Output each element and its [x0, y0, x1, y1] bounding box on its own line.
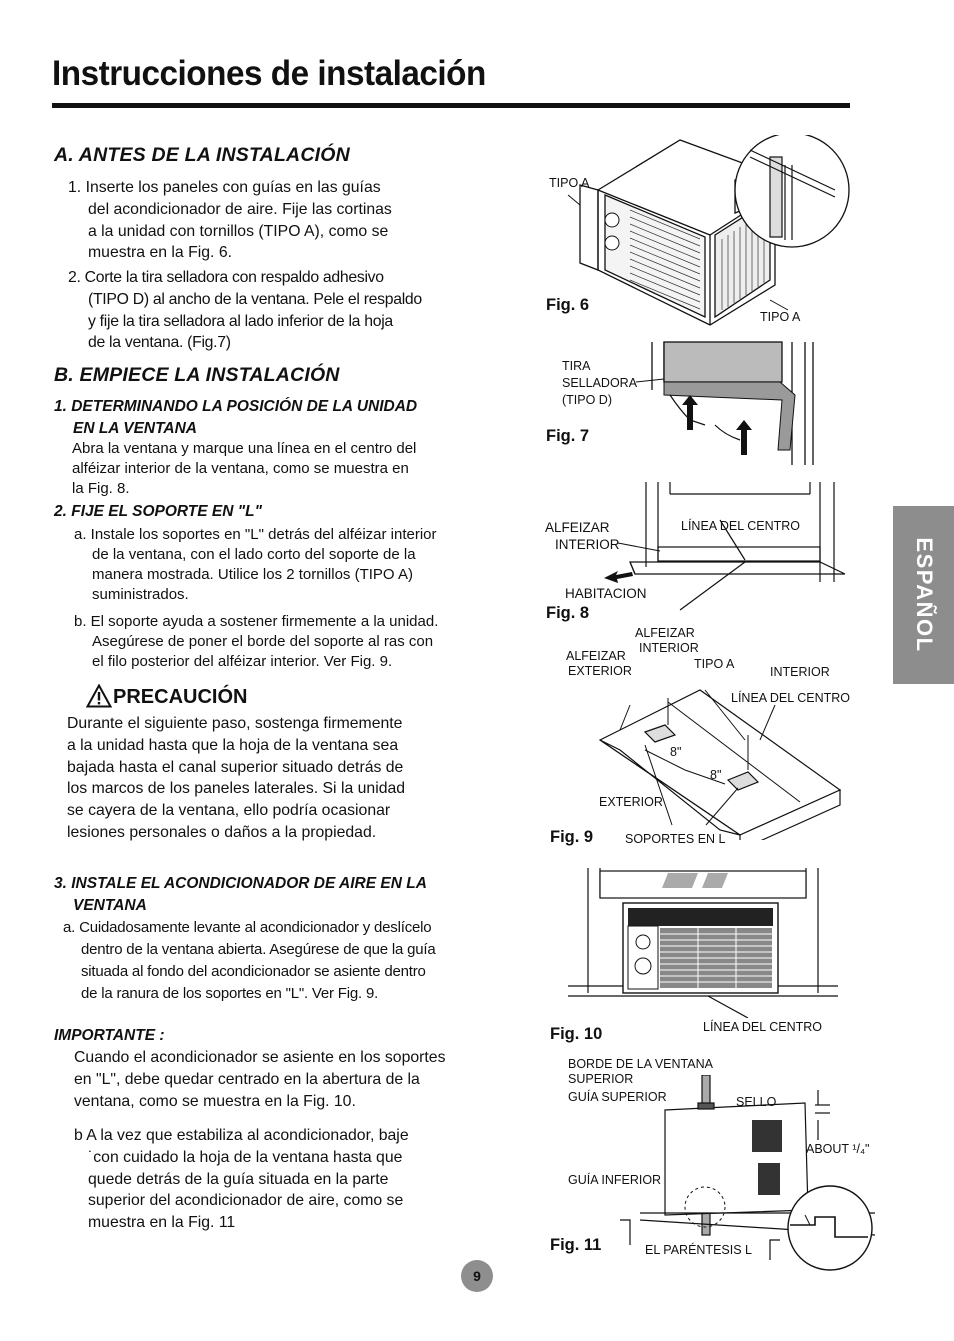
fig-11-seal-label: SELLO	[736, 1095, 777, 1109]
fig-9-outer-sill-callout	[566, 649, 632, 679]
fig-9-interior-label: INTERIOR	[770, 665, 830, 679]
sub-3-a-line: situada al fondo del acondicionador se asiente dentro	[81, 963, 426, 980]
fig-8-room-label: HABITACION	[565, 586, 647, 601]
sub-2-a-line: de la ventana, con el lado corto del soporte de la	[92, 546, 416, 563]
caution-heading: PRECAUCIÓN	[113, 686, 248, 708]
section-a-step-2	[68, 267, 422, 354]
page-title: Instrucciones de instalación	[52, 54, 486, 93]
fig-7-strip-line: (TIPO D)	[562, 393, 612, 407]
fig-8-center-line-label: LÍNEA DEL CENTRO	[681, 519, 801, 533]
caution-text	[67, 713, 405, 844]
fig-11-bracket-label: EL PARÉNTESIS L	[645, 1243, 752, 1257]
fig-11-window-edge-callout	[568, 1057, 713, 1087]
caution-line: lesiones personales o daños a la propiedad.	[67, 823, 377, 841]
sub-2-b-line: Asegúrese de poner el borde del soporte al ras con	[92, 633, 434, 650]
sub-3-b-line: muestra en la Fig. 11	[88, 1214, 236, 1232]
fig-7-strip-line: TIRA	[562, 359, 591, 373]
fig-6-tipo-a-left: TIPO A	[549, 176, 590, 190]
fig-11-about-label: ABOUT ¹/₄"	[806, 1142, 870, 1156]
sub-3-b-line: superior del acondicionador de aire, como se	[88, 1192, 404, 1210]
fig-8-sill-line: INTERIOR	[555, 537, 620, 552]
caution-line: a la unidad hasta que la hoja de la ventana sea	[67, 736, 399, 754]
fig-9-center-line-label: LÍNEA DEL CENTRO	[731, 691, 851, 705]
sub-2-b-line: el filo posterior del alféizar interior. Ver Fig. 9.	[92, 653, 393, 670]
sub-2-a-line: suministrados.	[92, 586, 189, 603]
caution-line: bajada hasta el canal superior situado detrás de	[67, 758, 404, 776]
sub-3-step-a	[63, 917, 435, 1005]
fig-9-label: Fig. 9	[550, 828, 594, 846]
fig-6-illustration	[560, 135, 850, 330]
step-2-line: (TIPO D) al ancho de la ventana. Pele el respaldo	[88, 290, 422, 308]
sub-1-heading-line: EN LA VENTANA	[73, 420, 197, 437]
sub-3-heading-line: VENTANA	[73, 897, 147, 914]
step-1-line: del acondicionador de aire. Fije las cortinas	[88, 200, 392, 218]
important-line: en "L", debe quedar centrado en la abertura de la	[74, 1070, 420, 1088]
step-2-line: de la ventana. (Fig.7)	[88, 334, 231, 352]
fig-9-exterior-label: EXTERIOR	[599, 795, 663, 809]
important-line: ventana, como se muestra en la Fig. 10.	[74, 1092, 356, 1110]
sub-2-b-line: b. El soporte ayuda a sostener firmemente a la unidad.	[74, 613, 439, 630]
fig-9-inner-sill-line: ALFEIZAR	[635, 626, 695, 640]
fig-9-inner-sill-callout	[635, 626, 699, 656]
sub-3-heading	[54, 873, 427, 917]
sub-2-a-line: manera mostrada. Utilice los 2 tornillos (TIPO A)	[92, 566, 413, 583]
fig-9-inner-sill-line: INTERIOR	[639, 641, 699, 655]
fig-9-dimension-1: 8"	[670, 745, 682, 759]
fig-9-tipo-a-label: TIPO A	[694, 657, 735, 671]
fig-9-brackets-label: SOPORTES EN L	[625, 832, 726, 846]
sub-3-b-line: quede detrás de la guía situada en la parte	[88, 1170, 389, 1188]
sub-3-b-line: ˙con cuidado la hoja de la ventana hasta que	[88, 1148, 403, 1166]
fig-9-outer-sill-line: EXTERIOR	[568, 664, 632, 678]
sub-3-heading-line: 3. INSTALE EL ACONDICIONADOR DE AIRE EN LA	[54, 875, 427, 892]
fig-10-label: Fig. 10	[550, 1025, 603, 1043]
sub-3-a-line: de la ranura de los soportes en "L". Ver Fig. 9.	[81, 985, 379, 1002]
fig-8-label: Fig. 8	[546, 604, 590, 622]
step-2-line: 2. Corte la tira selladora con respaldo adhesivo	[68, 269, 384, 286]
sub-1-text-line: la Fig. 8.	[72, 480, 130, 497]
caution-line: se cayera de la ventana, ello podría ocasionar	[67, 802, 391, 820]
fig-9-dimension-2: 8"	[710, 768, 722, 782]
fig-6-label: Fig. 6	[546, 296, 590, 314]
important-text	[74, 1047, 445, 1112]
fig-10-center-line-label: LÍNEA DEL CENTRO	[703, 1020, 823, 1034]
page-number: 9	[461, 1260, 493, 1292]
fig-10-illustration	[568, 868, 838, 1018]
sub-1-heading-line: 1. DETERMINANDO LA POSICIÓN DE LA UNIDAD	[54, 398, 418, 415]
fig-11-label: Fig. 11	[550, 1236, 602, 1254]
fig-6-tipo-a-right: TIPO A	[760, 310, 801, 324]
language-tab	[893, 506, 954, 684]
fig-7-label: Fig. 7	[546, 427, 590, 445]
fig-8-sill-callout	[545, 519, 620, 553]
title-divider	[52, 103, 850, 108]
fig-7-strip-line: SELLADORA	[562, 376, 638, 390]
caution-line: Durante el siguiente paso, sostenga firmemente	[67, 715, 403, 732]
sub-2-step-b	[74, 612, 438, 672]
important-heading: IMPORTANTE :	[54, 1027, 165, 1044]
sub-2-a-line: a. Instale los soportes en "L" detrás del alféizar interior	[74, 526, 437, 543]
fig-11-window-edge-line: BORDE DE LA VENTANA	[568, 1057, 713, 1071]
sub-2-step-a	[74, 525, 437, 605]
language-tab-label: ESPAÑOL	[911, 537, 937, 653]
section-a-step-1	[68, 177, 392, 264]
important-line: Cuando el acondicionador se asiente en los soportes	[74, 1049, 446, 1066]
fig-9-outer-sill-line: ALFEIZAR	[566, 649, 626, 663]
fig-7-leader	[636, 376, 666, 386]
fig-8-sill-leader	[618, 540, 663, 554]
step-1-line: muestra en la Fig. 6.	[88, 244, 232, 262]
sub-2-heading: 2. FIJE EL SOPORTE EN "L"	[54, 503, 262, 520]
sub-3-b-line: b A la vez que estabiliza al acondicionador, baje	[74, 1127, 409, 1144]
sub-1-text-line: alféizar interior de la ventana, como se muestra en	[72, 460, 409, 477]
sub-1-text	[72, 439, 416, 499]
step-2-line: y fije la tira selladora al lado inferior de la hoja	[88, 312, 393, 330]
fig-11-lower-guide-label: GUÍA INFERIOR	[568, 1173, 662, 1187]
section-a-heading: A. ANTES DE LA INSTALACIÓN	[54, 144, 350, 166]
sub-3-step-b	[74, 1125, 409, 1234]
fig-11-upper-guide-label: GUÍA SUPERIOR	[568, 1090, 667, 1104]
sub-3-a-line: dentro de la ventana abierta. Asegúrese de que la guía	[81, 941, 436, 958]
step-1-line: 1. Inserte los paneles con guías en las guías	[68, 179, 381, 196]
sub-1-text-line: Abra la ventana y marque una línea en el centro del	[72, 440, 417, 457]
sub-1-heading	[54, 396, 417, 440]
fig-7-illustration	[640, 340, 820, 468]
sub-3-a-line: a. Cuidadosamente levante al acondicionador y deslícelo	[63, 919, 432, 936]
step-1-line: a la unidad con tornillos (TIPO A), como se	[88, 222, 389, 240]
caution-line: los marcos de los paneles laterales. Si la unidad	[67, 780, 406, 798]
warning-triangle-icon	[86, 684, 112, 708]
fig-11-window-edge-line: SUPERIOR	[568, 1072, 634, 1086]
fig-8-sill-line: ALFEIZAR	[545, 520, 610, 535]
fig-7-strip-callout	[562, 358, 637, 409]
section-b-heading: B. EMPIECE LA INSTALACIÓN	[54, 364, 340, 386]
